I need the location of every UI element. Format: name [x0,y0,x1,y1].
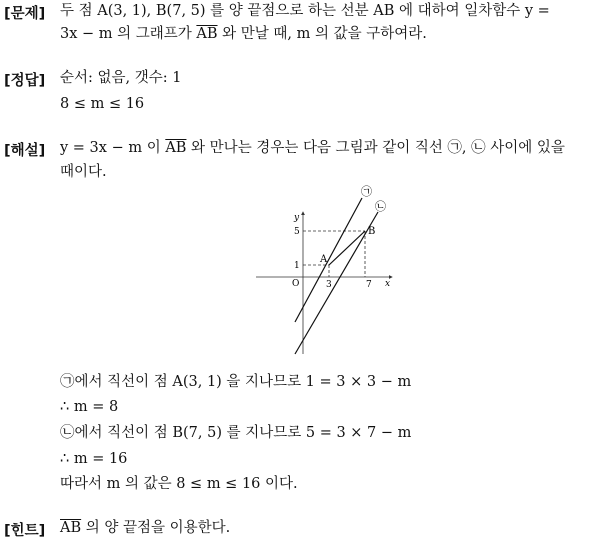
segment-ab: $\overline{AB}$ [60,520,82,536]
problem-text: 3x − m 의 그래프가 [60,26,197,42]
x-axis-label: x [385,279,391,289]
explanation-line-1 [60,139,565,157]
point-a-label: A [320,254,328,265]
y-tick-5: 5 [294,227,300,237]
explanation-label: [해설] [4,143,46,159]
explanation-conclusion: 따라서 m 의 값은 8 ≤ m ≤ 16 이다. [60,476,298,492]
segment-ab: $\overline{AB}$ [165,140,187,156]
answer-label: [정답] [4,73,46,89]
explanation-text: 와 만나는 경우는 다음 그림과 같이 직선 ㉠, ㉡ 사이에 있을 [186,140,565,156]
hint-label: [힌트] [4,523,46,539]
line-1 [295,198,362,322]
explanation-text: y = 3x − m 이 [60,140,166,156]
graph-figure [250,182,400,360]
hint-line [60,519,230,537]
explanation-step-4: ∴ m = 16 [60,451,128,467]
problem-line-2 [60,25,427,43]
explanation-line-2: 때이다. [60,164,107,180]
y-axis-label: y [294,213,300,223]
x-tick-7: 7 [366,280,372,290]
explanation-step-3: ㉡에서 직선이 점 B(7, 5) 를 지나므로 5 = 3 × 7 − m [60,425,412,441]
problem-label: [문제] [4,6,46,22]
line-2-label: ㉡ [375,200,386,213]
problem-text: 와 만날 때, m 의 값을 구하여라. [217,26,427,42]
answer-value: 8 ≤ m ≤ 16 [60,96,145,112]
problem-line-1: 두 점 A(3, 1), B(7, 5) 를 양 끝점으로 하는 선분 AB 에 대하여 일차함수 y = [60,3,550,19]
line-1-label: ㉠ [361,185,372,198]
hint-text: 의 양 끝점을 이용한다. [81,520,231,536]
explanation-step-2: ∴ m = 8 [60,399,119,415]
origin-label: O [292,279,300,289]
segment-ab: $\overline{AB}$ [196,26,218,42]
point-b-label: B [368,226,376,237]
answer-order-count: 순서: 없음, 갯수: 1 [60,70,182,86]
x-tick-3: 3 [326,280,332,290]
explanation-step-1: ㉠에서 직선이 점 A(3, 1) 을 지나므로 1 = 3 × 3 − m [60,374,412,390]
y-tick-1: 1 [294,261,300,271]
